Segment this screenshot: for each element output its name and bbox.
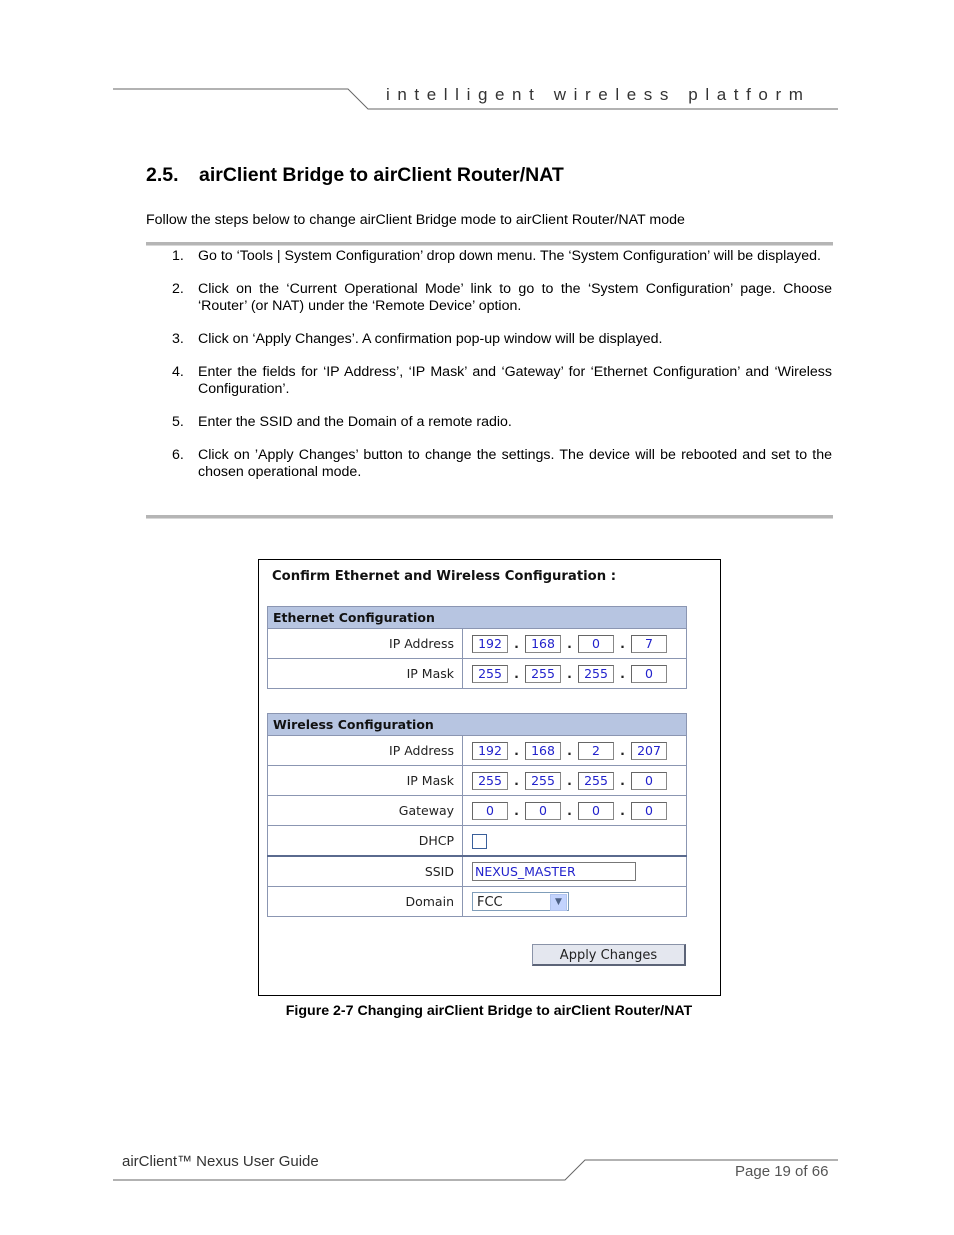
- step-text: Click on ’Apply Changes’ button to change the settings. The device will be rebooted and set to the chosen operational mode.: [198, 447, 832, 480]
- wl-mask-fields: 255 . 255 . 255 . 0: [463, 766, 687, 796]
- wl-mask-octet-4[interactable]: 0: [631, 772, 667, 790]
- wireless-config-heading: Wireless Configuration: [268, 714, 687, 736]
- eth-mask-octet-2[interactable]: 255: [525, 665, 561, 683]
- step-number: 5.: [172, 414, 184, 430]
- step-text: Click on the ‘Current Operational Mode’ link to go to the ‘System Configuration’ page. Choose ‘Router’ (or NAT) under the ‘Remote Device’ option.: [198, 281, 832, 314]
- eth-ip-octet-1[interactable]: 192: [472, 635, 508, 653]
- panel-title: Confirm Ethernet and Wireless Configuration :: [272, 569, 616, 584]
- step-item: [172, 248, 832, 265]
- eth-ip-octet-3[interactable]: 0: [578, 635, 614, 653]
- table-row: [268, 826, 687, 857]
- eth-mask-octet-1[interactable]: 255: [472, 665, 508, 683]
- eth-ip-fields: 192 . 168 . 0 . 7: [463, 629, 687, 659]
- section-heading: [146, 164, 564, 187]
- step-text: Go to ‘Tools | System Configuration’ drop down menu. The ‘System Configuration’ will be displayed.: [198, 248, 821, 264]
- wl-ip-label: IP Address: [268, 736, 463, 766]
- wl-ip-fields: 192 . 168 . 2 . 207: [463, 736, 687, 766]
- wl-dhcp-label: DHCP: [268, 826, 463, 857]
- step-text: Enter the SSID and the Domain of a remote radio.: [198, 414, 512, 430]
- wl-domain-label: Domain: [268, 887, 463, 917]
- ethernet-config-table: [267, 606, 687, 689]
- intro-paragraph: Follow the steps below to change airClient Bridge mode to airClient Router/NAT mode: [146, 212, 685, 228]
- wl-dhcp-cell: [463, 826, 687, 857]
- ssid-input[interactable]: NEXUS_MASTER: [472, 862, 636, 881]
- eth-mask-octet-4[interactable]: 0: [631, 665, 667, 683]
- wl-gateway-label: Gateway: [268, 796, 463, 826]
- step-item: [172, 364, 832, 398]
- eth-mask-octet-3[interactable]: 255: [578, 665, 614, 683]
- top-divider: [146, 242, 833, 246]
- footer-guide-title: airClient™ Nexus User Guide: [122, 1153, 319, 1170]
- wl-gw-octet-4[interactable]: 0: [631, 802, 667, 820]
- step-number: 2.: [172, 281, 184, 297]
- step-number: 1.: [172, 248, 184, 264]
- wl-gw-octet-1[interactable]: 0: [472, 802, 508, 820]
- config-screenshot-panel: [258, 559, 721, 996]
- wl-mask-octet-2[interactable]: 255: [525, 772, 561, 790]
- domain-select[interactable]: [472, 892, 569, 911]
- eth-mask-fields: 255 . 255 . 255 . 0: [463, 659, 687, 689]
- wl-mask-octet-1[interactable]: 255: [472, 772, 508, 790]
- step-number: 3.: [172, 331, 184, 347]
- eth-mask-label: IP Mask: [268, 659, 463, 689]
- step-number: 6.: [172, 447, 184, 463]
- wl-mask-label: IP Mask: [268, 766, 463, 796]
- wl-gw-octet-3[interactable]: 0: [578, 802, 614, 820]
- wireless-config-table: [267, 713, 687, 917]
- eth-ip-label: IP Address: [268, 629, 463, 659]
- wl-ip-octet-3[interactable]: 2: [578, 742, 614, 760]
- steps-list: [172, 248, 832, 497]
- wl-gateway-fields: 0 . 0 . 0 . 0: [463, 796, 687, 826]
- ethernet-config-heading: Ethernet Configuration: [268, 607, 687, 629]
- step-item: [172, 331, 832, 348]
- wl-ip-octet-1[interactable]: 192: [472, 742, 508, 760]
- table-row: [268, 659, 687, 689]
- domain-selected-value: FCC: [477, 895, 503, 910]
- step-number: 4.: [172, 364, 184, 380]
- table-row: [268, 856, 687, 887]
- header-tagline: intelligent wireless platform: [386, 85, 811, 104]
- wl-ssid-label: SSID: [268, 856, 463, 887]
- step-item: [172, 414, 832, 431]
- table-row: [268, 629, 687, 659]
- section-number: 2.5.: [146, 164, 179, 186]
- step-item: [172, 281, 832, 315]
- eth-ip-octet-2[interactable]: 168: [525, 635, 561, 653]
- eth-ip-octet-4[interactable]: 7: [631, 635, 667, 653]
- apply-changes-button[interactable]: Apply Changes: [532, 944, 686, 966]
- figure-caption: Figure 2-7 Changing airClient Bridge to airClient Router/NAT: [285, 1003, 693, 1019]
- table-row: [268, 736, 687, 766]
- wl-ip-octet-4[interactable]: 207: [631, 742, 667, 760]
- dhcp-checkbox[interactable]: [472, 834, 487, 849]
- table-row: [268, 766, 687, 796]
- chevron-down-icon: ▼: [550, 894, 567, 911]
- footer-page-number: Page 19 of 66: [735, 1163, 829, 1180]
- wl-ssid-cell: [463, 856, 687, 887]
- wl-domain-cell: [463, 887, 687, 917]
- section-title: airClient Bridge to airClient Router/NAT: [199, 164, 564, 186]
- step-text: Enter the fields for ‘IP Address’, ‘IP Mask’ and ‘Gateway’ for ‘Ethernet Configuration’ and ‘Wireless Configuration’.: [198, 364, 832, 397]
- bottom-divider: [146, 515, 833, 519]
- wl-mask-octet-3[interactable]: 255: [578, 772, 614, 790]
- wl-ip-octet-2[interactable]: 168: [525, 742, 561, 760]
- step-text: Click on ‘Apply Changes’. A confirmation pop-up window will be displayed.: [198, 331, 663, 347]
- table-row: [268, 796, 687, 826]
- table-row: [268, 887, 687, 917]
- wl-gw-octet-2[interactable]: 0: [525, 802, 561, 820]
- step-item: [172, 447, 832, 481]
